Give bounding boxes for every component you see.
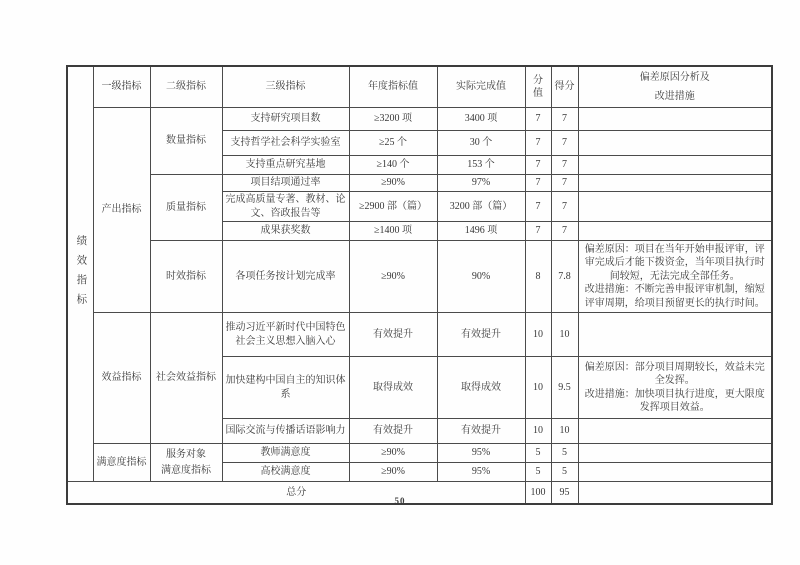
awarded-cell: 7 (551, 108, 578, 131)
table-row (67, 241, 772, 313)
target-cell: 取得成效 (349, 357, 437, 419)
deviation-cell (578, 357, 772, 419)
deviation-cell (578, 131, 772, 156)
awarded-cell: 7 (551, 192, 578, 222)
score-cell: 7 (525, 175, 551, 192)
target-cell: ≥1400 项 (349, 222, 437, 241)
header-score: 分值 (525, 66, 551, 108)
total-label: 总分 (67, 482, 525, 504)
group-service-target-satisfaction (150, 444, 222, 482)
score-cell: 10 (525, 419, 551, 444)
indicator-cell: 项目结项通过率 (222, 175, 349, 192)
awarded-cell: 10 (551, 419, 578, 444)
performance-indicator-table (66, 65, 773, 505)
deviation-cell (578, 444, 772, 463)
header-deviation-line1: 偏差原因分析及 (639, 72, 710, 83)
indicator-cell: 推动习近平新时代中国特色社会主义思想入脑入心 (222, 313, 349, 357)
target-cell: ≥90% (349, 463, 437, 482)
group-output-indicators: 产出指标 (93, 108, 150, 313)
awarded-cell: 7 (551, 175, 578, 192)
header-deviation-line2: 改进措施 (654, 91, 695, 102)
awarded-cell: 9.5 (551, 357, 578, 419)
score-cell: 7 (525, 108, 551, 131)
actual-cell: 90% (437, 241, 525, 313)
score-cell: 7 (525, 156, 551, 175)
indicator-cell: 成果获奖数 (222, 222, 349, 241)
actual-cell: 有效提升 (437, 313, 525, 357)
deviation-cell (578, 192, 772, 222)
total-score: 100 (525, 482, 551, 504)
header-actual: 实际完成值 (437, 66, 525, 108)
score-cell: 7 (525, 222, 551, 241)
target-cell: ≥90% (349, 444, 437, 463)
deviation-cell (578, 175, 772, 192)
deviation-reason: 偏差原因：项目在当年开始申报评审，评审完成后才能下拨资金，当年项目执行时间较短，无法完成全部任务。 (584, 243, 765, 282)
score-cell: 7 (525, 192, 551, 222)
target-cell: ≥2900 部（篇） (349, 192, 437, 222)
target-cell: ≥3200 项 (349, 108, 437, 131)
awarded-cell: 7 (551, 222, 578, 241)
actual-cell: 有效提升 (437, 419, 525, 444)
table-row (67, 444, 772, 463)
table-row (67, 175, 772, 192)
table-row (67, 108, 772, 131)
score-cell: 5 (525, 444, 551, 463)
header-level2: 二级指标 (150, 66, 222, 108)
awarded-cell: 7.8 (551, 241, 578, 313)
actual-cell: 3200 部（篇） (437, 192, 525, 222)
target-cell: ≥140 个 (349, 156, 437, 175)
deviation-measure: 改进措施：加快项目执行进度，更大限度发挥项目效益。 (584, 388, 765, 413)
total-awarded: 95 (551, 482, 578, 504)
group-social-benefit-indicators: 社会效益指标 (150, 313, 222, 444)
side-label: 绩效指标 (75, 235, 87, 313)
group-timeliness-indicators: 时效指标 (150, 241, 222, 313)
deviation-cell (578, 463, 772, 482)
indicator-cell: 完成高质量专著、教材、论文、咨政报告等 (222, 192, 349, 222)
table-row (67, 313, 772, 357)
group-satisfaction-indicators: 满意度指标 (93, 444, 150, 482)
actual-cell: 取得成效 (437, 357, 525, 419)
score-cell: 5 (525, 463, 551, 482)
indicator-cell: 教师满意度 (222, 444, 349, 463)
score-cell: 10 (525, 357, 551, 419)
indicator-cell: 国际交流与传播话语影响力 (222, 419, 349, 444)
header-deviation (578, 66, 772, 108)
score-cell: 10 (525, 313, 551, 357)
awarded-cell: 7 (551, 131, 578, 156)
awarded-cell: 5 (551, 463, 578, 482)
indicator-cell: 高校满意度 (222, 463, 349, 482)
actual-cell: 95% (437, 463, 525, 482)
group-benefit-indicators: 效益指标 (93, 313, 150, 444)
indicator-cell: 支持哲学社会科学实验室 (222, 131, 349, 156)
indicator-cell: 各项任务按计划完成率 (222, 241, 349, 313)
actual-cell: 3400 项 (437, 108, 525, 131)
target-cell: ≥90% (349, 241, 437, 313)
actual-cell: 1496 项 (437, 222, 525, 241)
deviation-cell (578, 241, 772, 313)
side-label-cell (67, 66, 93, 482)
score-cell: 8 (525, 241, 551, 313)
header-awarded: 得分 (551, 66, 578, 108)
deviation-cell (578, 222, 772, 241)
target-cell: 有效提升 (349, 313, 437, 357)
page-number: 50 (394, 496, 406, 506)
indicator-cell: 支持研究项目数 (222, 108, 349, 131)
score-cell: 7 (525, 131, 551, 156)
deviation-cell (578, 419, 772, 444)
deviation-cell (578, 156, 772, 175)
service-target-line2: 满意度指标 (161, 464, 211, 476)
awarded-cell: 5 (551, 444, 578, 463)
actual-cell: 30 个 (437, 131, 525, 156)
header-annual-target: 年度指标值 (349, 66, 437, 108)
group-quality-indicators: 质量指标 (150, 175, 222, 241)
header-level3: 三级指标 (222, 66, 349, 108)
actual-cell: 97% (437, 175, 525, 192)
deviation-measure: 改进措施：不断完善申报评审机制，缩短评审周期，给项目预留更长的执行时间。 (584, 284, 765, 309)
table-header-row (67, 66, 772, 108)
deviation-cell (578, 313, 772, 357)
actual-cell: 95% (437, 444, 525, 463)
header-level1: 一级指标 (93, 66, 150, 108)
awarded-cell: 7 (551, 156, 578, 175)
target-cell: ≥25 个 (349, 131, 437, 156)
actual-cell: 153 个 (437, 156, 525, 175)
deviation-cell (578, 108, 772, 131)
service-target-line1: 服务对象 (166, 448, 206, 460)
indicator-cell: 加快建构中国自主的知识体系 (222, 357, 349, 419)
target-cell: 有效提升 (349, 419, 437, 444)
awarded-cell: 10 (551, 313, 578, 357)
target-cell: ≥90% (349, 175, 437, 192)
indicator-cell: 支持重点研究基地 (222, 156, 349, 175)
group-quantity-indicators: 数量指标 (150, 108, 222, 175)
deviation-reason: 偏差原因：部分项目周期较长，效益未完全发挥。 (584, 361, 765, 386)
